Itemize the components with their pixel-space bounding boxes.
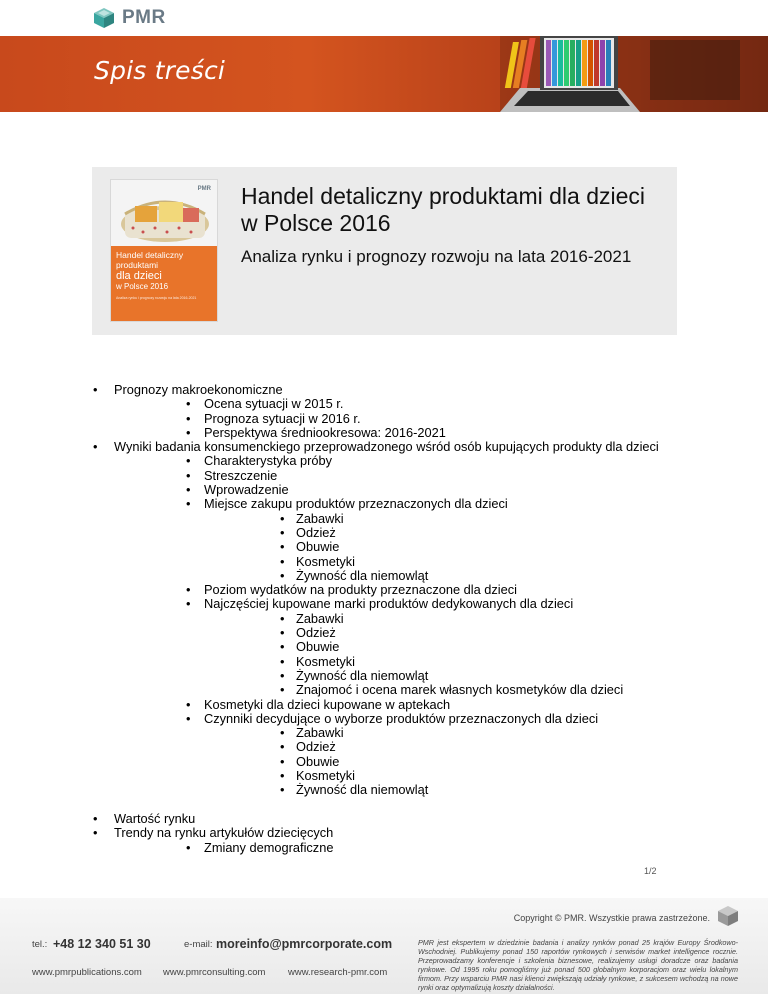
toc-item-text: Odzież [296,625,336,641]
bullet-icon: • [93,825,98,841]
bullet-icon: • [93,382,98,397]
bullet-icon: • [93,439,98,455]
toc-item [0,426,768,440]
bullet-icon: • [280,610,285,626]
table-of-contents [0,383,768,855]
toc-item-text: Prognozy makroekonomiczne [114,382,283,397]
bullet-icon: • [280,639,285,655]
toc-item [0,397,768,411]
toc-item-text: Kosmetyki [296,653,356,669]
banner-title: Spis treści [94,56,226,85]
bullet-icon: • [186,410,191,426]
bullet-icon: • [280,567,285,583]
cover-title-block [111,246,218,322]
toc-item-text: Żywność dla niemowląt [296,567,429,583]
toc-item-text: Wartość rynku [114,810,196,826]
toc-item [0,755,768,769]
toc-item [0,812,768,826]
toc-item [0,740,768,754]
bullet-icon: • [186,582,191,598]
copyright: Copyright © PMR. Wszystkie prawa zastrzeżone. [513,913,710,923]
toc-item-text: Prognoza sytuacji w 2016 r. [204,410,361,426]
toc-item-text: Żywność dla niemowląt [296,667,429,683]
toc-item-text: Poziom wydatków na produkty przeznaczone dla dzieci [204,582,517,598]
toc-item [0,669,768,683]
toc-item-text: Charakterystyka próby [204,453,333,469]
phone-number[interactable]: +48 12 340 51 30 [53,937,151,951]
toc-item [0,783,768,797]
cover-photo [111,180,217,246]
email-link[interactable]: moreinfo@pmrcorporate.com [216,937,393,951]
toc-item-text: Zabawki [296,510,344,526]
toc-item-text: Obuwie [296,539,340,555]
toc-item-text: Wyniki badania konsumenckiego przeprowadzonego wśród osób kupujących produkty dla dzieci [114,439,659,455]
bullet-icon: • [280,768,285,784]
cover-line1b: produktami [116,260,159,270]
bullet-icon: • [280,725,285,741]
bullet-icon: • [280,510,285,526]
toc-item [0,540,768,554]
toc-item [0,383,768,397]
toc-item-text: Najczęściej kupowane marki produktów dedykowanych dla dzieci [204,596,574,612]
cover-line1: Handel detaliczny [116,250,184,260]
bullet-icon: • [280,524,285,540]
toc-item [0,769,768,783]
pmr-cube-icon [716,904,740,928]
logo-text: PMR [122,7,166,28]
bullet-icon: • [186,453,191,469]
bullet-icon: • [280,739,285,755]
footer [0,898,768,994]
cover-logo: PMR [197,186,211,192]
toc-item-text: Zabawki [296,725,344,741]
toc-item-text: Streszczenie [204,467,278,483]
cover-line3: w Polsce 2016 [116,282,169,291]
bullet-icon: • [93,810,98,826]
toc-item-text: Kosmetyki [296,553,356,569]
company-description: PMR jest ekspertem w dziedzinie badania i analizy rynków ponad 25 krajów Europy Środkowo-Wschodniej. Publikujemy ponad 150 raportów rynkowych i serwisów market intelligence rocznie. Przeprowadzamy konferencje i szkolenia biznesowe, realizujemy usługi doradcze oraz badania rynkowe. Od 1995 roku pomogliśmy już ponad 500 globalnym korporacjom oraz wielu lokalnym firmom. Przy wsparciu PMR nasi klienci zwiększają udziały rynkowe, z sukcesem wchodzą na nowe rynki oraz optymalizują koszty działalności. [418,938,738,992]
report-card [92,167,677,335]
bullet-icon: • [186,596,191,612]
bullet-icon: • [186,467,191,483]
laptop-folders-illustration [500,36,768,112]
toc-item [0,612,768,626]
pmr-logo[interactable] [92,6,166,30]
toc-item [0,526,768,540]
toc-item [0,512,768,526]
report-subtitle: Analiza rynku i prognozy rozwoju na lata 2016-2021 [241,247,632,266]
toc-item [0,583,768,597]
toc-item [0,440,768,454]
bullet-icon: • [280,753,285,769]
toc-item [0,640,768,654]
toc-item [0,555,768,569]
toc-item-text: Zabawki [296,610,344,626]
bullet-icon: • [186,496,191,512]
toc-item [0,483,768,497]
toc-item-text: Kosmetyki [296,768,356,784]
bullet-icon: • [186,839,191,855]
report-title: Handel detaliczny produktami dla dzieci w Polsce 2016 [241,183,645,236]
bullet-icon: • [280,667,285,683]
bullet-icon: • [186,696,191,712]
toc-item [0,655,768,669]
bullet-icon: • [280,625,285,641]
toc-item [0,497,768,511]
toc-item-text: Ocena sytuacji w 2015 r. [204,396,344,412]
link-pmrpublications[interactable]: www.pmrpublications.com [32,967,142,978]
toc-item [0,626,768,640]
toc-item [0,726,768,740]
header-banner [0,36,768,112]
cover-line4: Analiza rynku i prognozy rozwoju na lata 2016-2021 [116,296,197,300]
bullet-icon: • [280,653,285,669]
link-research-pmr[interactable]: www.research-pmr.com [288,967,388,978]
bullet-icon: • [280,782,285,798]
toc-item-text: Żywność dla niemowląt [296,782,429,798]
bullet-icon: • [186,710,191,726]
toc-item-text: Zmiany demograficzne [204,839,334,855]
toc-item [0,412,768,426]
bullet-icon: • [280,539,285,555]
toc-item-text: Miejsce zakupu produktów przeznaczonych dla dzieci [204,496,508,512]
toc-item [0,683,768,697]
email-label: e-mail: [184,939,213,950]
toc-item-text: Czynniki decydujące o wyborze produktów przeznaczonych dla dzieci [204,710,599,726]
toc-item [0,712,768,726]
toc-item-text: Obuwie [296,639,340,655]
toc-item [0,469,768,483]
toc-item [0,698,768,712]
toc-item [0,826,768,840]
bullet-icon: • [186,396,191,412]
toc-item-text: Obuwie [296,753,340,769]
bullet-icon: • [186,424,191,440]
bullet-icon: • [280,682,285,698]
toc-item-text: Odzież [296,739,336,755]
report-cover-image[interactable] [110,179,218,322]
toc-item-text: Wprowadzenie [204,482,289,498]
toc-item [0,569,768,583]
link-pmrconsulting[interactable]: www.pmrconsulting.com [163,967,266,978]
page-number: 1/2 [644,866,657,876]
toc-item-text: Odzież [296,524,336,540]
toc-item-text: Znajomoć i ocena marek własnych kosmetyków dla dzieci [296,682,624,698]
toc-item-text: Perspektywa średniookresowa: 2016-2021 [204,424,446,440]
bullet-icon: • [186,482,191,498]
toc-item-text: Trendy na rynku artykułów dziecięcych [114,825,334,841]
cover-line2: dla dzieci [116,270,162,282]
toc-item [0,798,768,812]
toc-item [0,841,768,855]
toc-item [0,597,768,611]
toc-item-text: Kosmetyki dla dzieci kupowane w aptekach [204,696,451,712]
bullet-icon: • [280,553,285,569]
pmr-cube-icon [92,6,116,30]
tel-label: tel.: [32,939,48,950]
toc-item [0,454,768,468]
